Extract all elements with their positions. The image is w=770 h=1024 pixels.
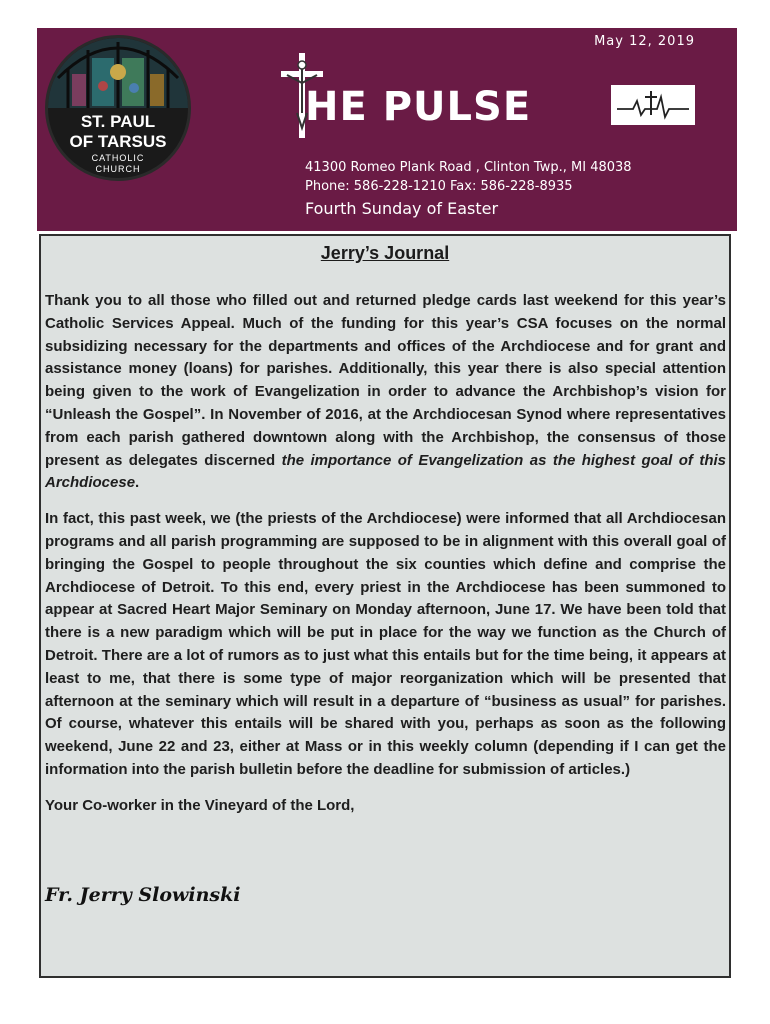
signature: Fr. Jerry Slowinski bbox=[45, 884, 241, 906]
parish-address: 41300 Romeo Plank Road , Clinton Twp., MI 48038 bbox=[305, 160, 632, 175]
paragraph-1-end: . bbox=[135, 474, 140, 492]
paragraph-1 bbox=[45, 290, 726, 495]
stained-glass-icon bbox=[48, 38, 188, 108]
parish-logo bbox=[45, 35, 191, 181]
closing-line: Your Co-worker in the Vineyard of the Lord, bbox=[45, 796, 355, 814]
paragraph-1-text: Thank you to all those who filled out and returned pledge cards last weekend for this year’s Catholic Services Appeal. Much of the funding for this year’s CSA focuses on the normal subsidizing necessary for the departments and offices of the Archdiocese and for grant and assistance money (loans) for parishes. Additionally, this year there is also special attention being given to the work of Evangelization in order to advance the Archbishop’s vision for “Unleash the Gospel”. In November of 2016, at the Archdiocesan Synod where representatives from each parish gathered downtown along with the Archbishop, the consensus of those present as delegates discerned bbox=[45, 292, 726, 469]
journal-article bbox=[39, 234, 731, 978]
newsletter-title: HE PULSE bbox=[305, 84, 532, 130]
paragraph-2: In fact, this past week, we (the priests of the Archdiocese) were informed that all Archdiocesan programs and all parish programming are supposed to be in alignment with this overall goal of bringing the Gospel to people throughout the six counties which define and comprise the Archdiocese of Detroit. To this end, every priest in the Archdiocese has been summoned to appear at Sacred Heart Major Seminary on Monday afternoon, June 17. We have been told that there is a new paradigm which will be put in place for the way we function as the Church of Detroit. There are a lot of rumors as to just what this entails but for the time being, it appears at least to me, that there is some type of major reorganization which will be presented that afternoon at the seminary which will result in a departure of “business as usual” for parishes. Of course, whatever this entails will be shared with you, perhaps as soon as the following weekend, June 22 and 23, either at Mass or in this weekly column (depending if I can get the information into the parish bulletin before the deadline for submission of articles.) bbox=[45, 510, 726, 778]
logo-line-4: CHURCH bbox=[95, 164, 141, 174]
heartbeat-cross-box bbox=[611, 85, 695, 125]
logo-line-1: ST. PAUL bbox=[80, 112, 156, 131]
logo-line-2: OF TARSUS bbox=[69, 132, 167, 151]
article-title: Jerry’s Journal bbox=[320, 243, 450, 263]
masthead-banner bbox=[37, 28, 737, 231]
parish-phone-fax: Phone: 586-228-1210 Fax: 586-228-8935 bbox=[305, 179, 573, 194]
liturgical-day: Fourth Sunday of Easter bbox=[305, 199, 499, 218]
issue-date: May 12, 2019 bbox=[594, 34, 695, 49]
logo-line-3: CATHOLIC bbox=[91, 153, 145, 163]
paragraph-1-emphasis: the importance of Evangelization as the highest goal of this Archdiocese bbox=[45, 451, 726, 492]
heartbeat-cross-icon bbox=[611, 85, 695, 125]
article-body bbox=[45, 290, 726, 831]
